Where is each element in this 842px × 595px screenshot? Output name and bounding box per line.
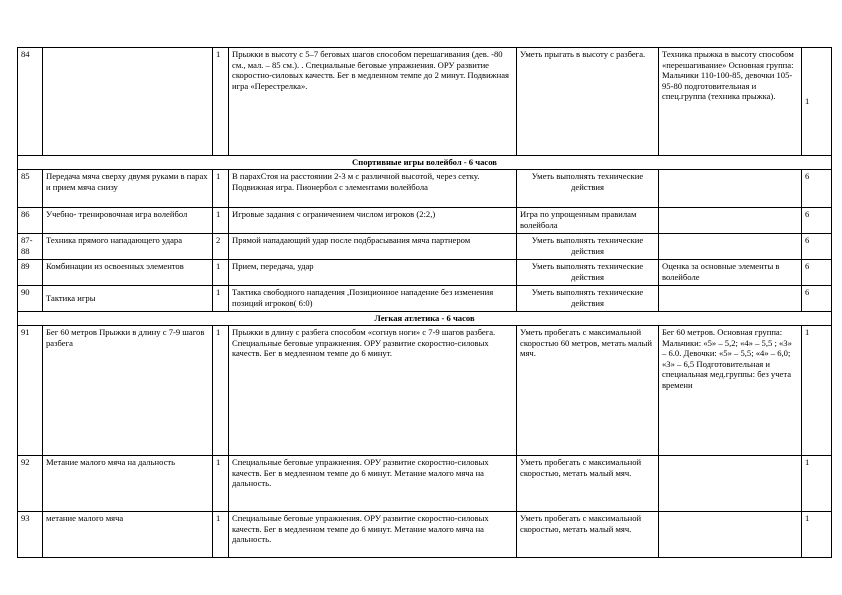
lesson-number: 86 — [18, 208, 43, 234]
section-heading: Спортивные игры волейбол - 6 часов — [18, 156, 832, 170]
lesson-number: 84 — [18, 48, 43, 156]
lesson-content: Прыжки в длину с разбега способом «согнув ноги» с 7-9 шагов разбега. Специальные беговые упражнения. ОРУ развитие скоростно-силовых качеств. Бег в медленном темпе до 6 минут. — [229, 326, 517, 456]
lesson-number: 92 — [18, 456, 43, 512]
lesson-plan-table — [17, 47, 832, 558]
lesson-number: 87-88 — [18, 234, 43, 260]
lesson-topic — [43, 48, 213, 156]
lesson-homework: 1 — [802, 512, 832, 558]
lesson-control — [659, 208, 802, 234]
lesson-content: Прием, передача, удар — [229, 260, 517, 286]
lesson-control — [659, 512, 802, 558]
lesson-hours: 1 — [213, 208, 229, 234]
lesson-hours: 2 — [213, 234, 229, 260]
lesson-content: Специальные беговые упражнения. ОРУ развитие скоростно-силовых качеств. Бег в медленном темпе до 6 минут. Метание малого мяча на дальность. — [229, 512, 517, 558]
lesson-hours: 1 — [213, 286, 229, 312]
lesson-content: В парахСтоя на расстоянии 2-3 м с различной высотой, через сетку. Подвижная игра. Пионербол с элементами волейбола — [229, 170, 517, 208]
lesson-requirements: Уметь пробегать с максимальной скоростью, метать малый мяч. — [517, 456, 659, 512]
lesson-topic: Тактика игры — [43, 286, 213, 312]
table-row — [18, 456, 832, 512]
lesson-requirements: Уметь пробегать с максимальной скоростью, метать малый мяч. — [517, 512, 659, 558]
table-row — [18, 48, 832, 156]
table-row — [18, 170, 832, 208]
lesson-content: Прямой нападающий удар после подбрасывания мяча партнером — [229, 234, 517, 260]
lesson-content: Тактика свободного нападения ,Позиционное нападение без изменения позиций игроков( 6:0) — [229, 286, 517, 312]
lesson-homework: 6 — [802, 260, 832, 286]
table-row — [18, 208, 832, 234]
lesson-hours: 1 — [213, 326, 229, 456]
lesson-content: Прыжки в высоту с 5–7 беговых шагов способом перешагивания (дев. -80 см., мал. – 85 см.). . Специальные беговые упражнения. ОРУ развитие скоростно-силовых качеств. Бег в медленном темпе до 2 минут. Подвижная игра «Перестрелка». — [229, 48, 517, 156]
lesson-homework: 1 — [802, 48, 832, 156]
lesson-number: 89 — [18, 260, 43, 286]
lesson-requirements: Уметь выполнять технические действия — [517, 260, 659, 286]
lesson-homework: 1 — [802, 326, 832, 456]
lesson-requirements: Уметь выполнять технические действия — [517, 234, 659, 260]
lesson-hours: 1 — [213, 260, 229, 286]
lesson-hours: 1 — [213, 48, 229, 156]
lesson-topic: Учебно- тренировочная игра волейбол — [43, 208, 213, 234]
section-heading: Легкая атлетика - 6 часов — [18, 312, 832, 326]
lesson-number: 93 — [18, 512, 43, 558]
lesson-homework: 6 — [802, 234, 832, 260]
lesson-requirements: Игра по упрощенным правилам волейбола — [517, 208, 659, 234]
lesson-content: Специальные беговые упражнения. ОРУ развитие скоростно-силовых качеств. Бег в медленном темпе до 6 минут. Метание малого мяча на дальность. — [229, 456, 517, 512]
table-row — [18, 286, 832, 312]
lesson-homework: 6 — [802, 286, 832, 312]
table-row — [18, 234, 832, 260]
lesson-hours: 1 — [213, 456, 229, 512]
lesson-homework: 6 — [802, 208, 832, 234]
lesson-topic: Комбинации из освоенных элементов — [43, 260, 213, 286]
lesson-hours: 1 — [213, 170, 229, 208]
section-row — [18, 156, 832, 170]
lesson-control: Оценка за основные элементы в волейболе — [659, 260, 802, 286]
lesson-topic: Метание малого мяча на дальность — [43, 456, 213, 512]
lesson-topic: Техника прямого нападающего удара — [43, 234, 213, 260]
lesson-topic: Передача мяча сверху двумя руками в парах и прием мяча снизу — [43, 170, 213, 208]
lesson-requirements: Уметь прыгать в высоту с разбега. — [517, 48, 659, 156]
lesson-number: 90 — [18, 286, 43, 312]
lesson-requirements: Уметь выполнять технические действия — [517, 170, 659, 208]
lesson-homework: 1 — [802, 456, 832, 512]
lesson-control: Бег 60 метров. Основная группа: Мальчики: «5» – 5,2; «4» – 5,5 ; «3» – 6.0. Девочки: «5» – 5,5; «4» – 6,0; «3» – 6,5 Подготовительная и специальная мед.группы: без учета времени — [659, 326, 802, 456]
section-row — [18, 312, 832, 326]
lesson-topic: Бег 60 метров Прыжки в длину с 7-9 шагов разбега — [43, 326, 213, 456]
lesson-homework: 6 — [802, 170, 832, 208]
table-row — [18, 512, 832, 558]
lesson-control — [659, 456, 802, 512]
lesson-requirements: Уметь пробегать с максимальной скоростью 60 метров, метать малый мяч. — [517, 326, 659, 456]
lesson-control — [659, 286, 802, 312]
lesson-requirements: Уметь выполнять технические действия — [517, 286, 659, 312]
lesson-control: Техника прыжка в высоту способом «перешагивание» Основная группа: Мальчики 110-100-85, девочки 105-95-80 подготовительная и спец.группа (техника прыжка). — [659, 48, 802, 156]
lesson-control — [659, 234, 802, 260]
lesson-topic: метание малого мяча — [43, 512, 213, 558]
lesson-number: 91 — [18, 326, 43, 456]
table-row — [18, 326, 832, 456]
lesson-control — [659, 170, 802, 208]
lesson-hours: 1 — [213, 512, 229, 558]
table-row — [18, 260, 832, 286]
lesson-content: Игровые задания с ограничением числом игроков (2:2,) — [229, 208, 517, 234]
lesson-number: 85 — [18, 170, 43, 208]
